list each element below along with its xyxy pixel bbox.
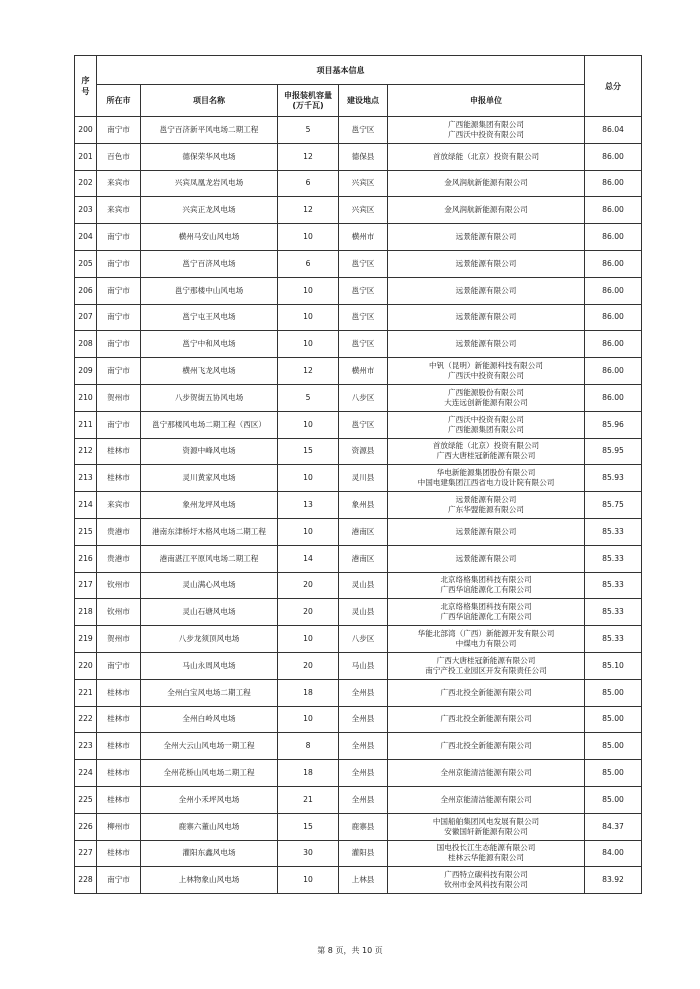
cell-capacity: 5 (278, 384, 339, 411)
cell-project-name: 鹿寨六董山风电场 (141, 813, 278, 840)
cell-city: 南宁市 (97, 652, 141, 679)
applicant-unit: 广西能源集团有限公司 (448, 424, 524, 434)
cell-project-name: 兴宾凤凰龙岩风电场 (141, 170, 278, 197)
table-row (75, 706, 642, 733)
cell-serial-number: 224 (75, 760, 97, 787)
cell-applicant (388, 813, 585, 840)
applicant-unit: 安徽国轩新能源有限公司 (444, 826, 528, 836)
cell-serial-number: 220 (75, 652, 97, 679)
cell-total-score: 86.00 (585, 384, 642, 411)
cell-applicant (388, 250, 585, 277)
cell-city: 南宁市 (97, 867, 141, 894)
table-row (75, 813, 642, 840)
cell-capacity: 18 (278, 760, 339, 787)
cell-serial-number: 225 (75, 786, 97, 813)
cell-serial-number: 217 (75, 572, 97, 599)
applicant-unit: 远景能源有限公司 (455, 526, 517, 536)
header-project-name: 项目名称 (141, 85, 278, 117)
table-row (75, 197, 642, 224)
table-row (75, 599, 642, 626)
cell-serial-number: 204 (75, 224, 97, 251)
applicant-unit: 国电投长江生态能源有限公司 (436, 843, 536, 853)
applicant-unit: 远景能源有限公司 (455, 553, 517, 563)
cell-city: 南宁市 (97, 117, 141, 144)
table-row (75, 117, 642, 144)
cell-city: 钦州市 (97, 572, 141, 599)
applicant-unit: 远景能源有限公司 (455, 495, 517, 505)
applicant-unit: 广西大唐桂冠新能源有限公司 (436, 655, 536, 665)
cell-applicant (388, 572, 585, 599)
cell-applicant (388, 626, 585, 653)
cell-applicant (388, 197, 585, 224)
cell-capacity: 6 (278, 170, 339, 197)
cell-total-score: 86.00 (585, 250, 642, 277)
cell-serial-number: 228 (75, 867, 97, 894)
cell-city: 钦州市 (97, 599, 141, 626)
cell-total-score: 85.95 (585, 438, 642, 465)
cell-capacity: 10 (278, 518, 339, 545)
applicant-unit: 华能北部湾（广西）新能源开发有限公司 (417, 629, 555, 639)
cell-capacity: 10 (278, 224, 339, 251)
cell-serial-number: 200 (75, 117, 97, 144)
cell-capacity: 6 (278, 250, 339, 277)
cell-capacity: 10 (278, 331, 339, 358)
applicant-unit: 广西北投全新能源有限公司 (440, 714, 532, 724)
cell-project-name: 马山永周风电场 (141, 652, 278, 679)
cell-location: 马山县 (339, 652, 388, 679)
table-row (75, 867, 642, 894)
cell-project-name: 八步龙须顶风电场 (141, 626, 278, 653)
cell-capacity: 20 (278, 572, 339, 599)
cell-total-score: 86.00 (585, 277, 642, 304)
table-row (75, 652, 642, 679)
cell-total-score: 85.33 (585, 572, 642, 599)
applicant-unit: 远景能源有限公司 (455, 339, 517, 349)
cell-capacity: 10 (278, 465, 339, 492)
applicant-unit: 中国电建集团江西省电力设计院有限公司 (417, 478, 555, 488)
applicant-unit: 中煤电力有限公司 (455, 639, 517, 649)
cell-serial-number: 219 (75, 626, 97, 653)
table-row (75, 679, 642, 706)
cell-applicant (388, 117, 585, 144)
cell-serial-number: 201 (75, 143, 97, 170)
cell-city: 桂林市 (97, 465, 141, 492)
cell-serial-number: 222 (75, 706, 97, 733)
serial-label-bottom: 号 (81, 87, 90, 96)
cell-total-score: 85.10 (585, 652, 642, 679)
cell-total-score: 86.00 (585, 197, 642, 224)
cell-location: 邕宁区 (339, 331, 388, 358)
cell-applicant (388, 143, 585, 170)
cell-applicant (388, 545, 585, 572)
cell-project-name: 灵山满心风电场 (141, 572, 278, 599)
header-city: 所在市 (97, 85, 141, 117)
cell-serial-number: 215 (75, 518, 97, 545)
cell-applicant (388, 384, 585, 411)
cell-location: 邕宁区 (339, 304, 388, 331)
cell-location: 八步区 (339, 626, 388, 653)
cell-location: 德保县 (339, 143, 388, 170)
cell-capacity: 10 (278, 411, 339, 438)
cell-applicant (388, 411, 585, 438)
applicant-unit: 广西沃中投资有限公司 (448, 414, 524, 424)
cell-project-name: 横州马安山风电场 (141, 224, 278, 251)
cell-city: 桂林市 (97, 786, 141, 813)
serial-label-top: 序 (81, 76, 90, 85)
cell-city: 柳州市 (97, 813, 141, 840)
cell-project-name: 灌阳东鑫风电场 (141, 840, 278, 867)
cell-city: 来宾市 (97, 197, 141, 224)
table-row (75, 492, 642, 519)
cell-city: 桂林市 (97, 438, 141, 465)
applicant-unit: 远景能源有限公司 (455, 258, 517, 268)
cell-project-name: 邕宁那楼风电场二期工程（西区） (141, 411, 278, 438)
cell-location: 灵山县 (339, 599, 388, 626)
cell-total-score: 85.75 (585, 492, 642, 519)
cell-total-score: 86.00 (585, 358, 642, 385)
cell-capacity: 15 (278, 438, 339, 465)
cell-project-name: 灵山石塘风电场 (141, 599, 278, 626)
cell-total-score: 86.04 (585, 117, 642, 144)
table-row (75, 358, 642, 385)
cell-project-name: 港南湛江平原风电场二期工程 (141, 545, 278, 572)
cell-applicant (388, 760, 585, 787)
applicant-unit: 广西大唐桂冠新能源有限公司 (436, 451, 536, 461)
cell-project-name: 资源中峰风电场 (141, 438, 278, 465)
cell-serial-number: 216 (75, 545, 97, 572)
applicant-unit: 北京络格集团科技有限公司 (440, 575, 532, 585)
cell-city: 南宁市 (97, 411, 141, 438)
cell-location: 资源县 (339, 438, 388, 465)
cell-total-score: 84.00 (585, 840, 642, 867)
cell-applicant (388, 652, 585, 679)
header-project-info: 项目基本信息 (97, 56, 585, 85)
applicant-unit: 中国船舶集团风电发展有限公司 (432, 816, 540, 826)
cell-applicant (388, 170, 585, 197)
cell-project-name: 邕宁那楼中山风电场 (141, 277, 278, 304)
cell-project-name: 全州白宝风电场二期工程 (141, 679, 278, 706)
applicant-unit: 广西沃中投资有限公司 (448, 371, 524, 381)
cell-total-score: 86.00 (585, 143, 642, 170)
cell-serial-number: 211 (75, 411, 97, 438)
applicant-unit: 金风润航新能源有限公司 (444, 205, 528, 215)
cell-applicant (388, 867, 585, 894)
table-row (75, 840, 642, 867)
applicant-unit: 北京络格集团科技有限公司 (440, 602, 532, 612)
table-row (75, 545, 642, 572)
cell-location: 鹿寨县 (339, 813, 388, 840)
cell-applicant (388, 224, 585, 251)
applicant-unit: 广西华谊能源化工有限公司 (440, 612, 532, 622)
applicant-unit: 广西华谊能源化工有限公司 (440, 585, 532, 595)
header-location: 建设地点 (339, 85, 388, 117)
cell-serial-number: 227 (75, 840, 97, 867)
table-row (75, 250, 642, 277)
cell-capacity: 21 (278, 786, 339, 813)
cell-project-name: 邕宁百济风电场 (141, 250, 278, 277)
cell-applicant (388, 304, 585, 331)
cell-applicant (388, 786, 585, 813)
cell-location: 邕宁区 (339, 277, 388, 304)
cell-capacity: 13 (278, 492, 339, 519)
applicant-unit: 全州京能清洁能源有限公司 (440, 768, 532, 778)
cell-applicant (388, 331, 585, 358)
cell-project-name: 全州大云山风电场一期工程 (141, 733, 278, 760)
cell-capacity: 10 (278, 706, 339, 733)
cell-location: 邕宁区 (339, 250, 388, 277)
page-footer: 第 8 页，共 10 页 (317, 946, 383, 955)
cell-location: 横州市 (339, 224, 388, 251)
cell-total-score: 85.96 (585, 411, 642, 438)
cell-location: 全州县 (339, 679, 388, 706)
cell-capacity: 5 (278, 117, 339, 144)
cell-capacity: 20 (278, 652, 339, 679)
applicant-unit: 广西特立碳科技有限公司 (444, 870, 528, 880)
cell-serial-number: 210 (75, 384, 97, 411)
cell-city: 桂林市 (97, 760, 141, 787)
table-row (75, 224, 642, 251)
cell-location: 港南区 (339, 545, 388, 572)
applicant-unit: 全州京能清洁能源有限公司 (440, 794, 532, 804)
cell-city: 来宾市 (97, 170, 141, 197)
applicant-unit: 远景能源有限公司 (455, 285, 517, 295)
cell-applicant (388, 438, 585, 465)
cell-location: 上林县 (339, 867, 388, 894)
applicant-unit: 广西能源股份有限公司 (448, 387, 524, 397)
cell-city: 贵港市 (97, 518, 141, 545)
cell-location: 全州县 (339, 760, 388, 787)
table-row (75, 572, 642, 599)
cell-serial-number: 206 (75, 277, 97, 304)
applicant-unit: 远景能源有限公司 (455, 232, 517, 242)
cell-capacity: 10 (278, 304, 339, 331)
cell-capacity: 12 (278, 358, 339, 385)
cell-applicant (388, 840, 585, 867)
header-capacity: 申报装机容量 (万千瓦) (278, 85, 339, 117)
cell-location: 港南区 (339, 518, 388, 545)
cell-total-score: 85.00 (585, 679, 642, 706)
applicant-unit: 首放绿能（北京）投资有限公司 (432, 151, 540, 161)
applicant-unit: 远景能源有限公司 (455, 312, 517, 322)
table-row (75, 384, 642, 411)
header-total-score: 总分 (585, 56, 642, 117)
applicant-unit: 桂林云华能源有限公司 (448, 853, 524, 863)
cell-city: 南宁市 (97, 250, 141, 277)
cell-total-score: 86.00 (585, 224, 642, 251)
cell-city: 桂林市 (97, 733, 141, 760)
applicant-unit: 金风润航新能源有限公司 (444, 178, 528, 188)
cell-location: 邕宁区 (339, 411, 388, 438)
table-row (75, 465, 642, 492)
cell-serial-number: 226 (75, 813, 97, 840)
cell-serial-number: 218 (75, 599, 97, 626)
cell-applicant (388, 277, 585, 304)
cell-capacity: 12 (278, 197, 339, 224)
cell-capacity: 10 (278, 277, 339, 304)
cell-project-name: 兴宾正龙风电场 (141, 197, 278, 224)
cell-total-score: 85.33 (585, 599, 642, 626)
cell-project-name: 全州花桥山风电场二期工程 (141, 760, 278, 787)
cell-city: 南宁市 (97, 331, 141, 358)
applicant-unit: 广西北投全新能源有限公司 (440, 687, 532, 697)
cell-location: 全州县 (339, 706, 388, 733)
cell-total-score: 83.92 (585, 867, 642, 894)
cell-project-name: 全州白岭风电场 (141, 706, 278, 733)
table-row (75, 733, 642, 760)
cell-location: 全州县 (339, 733, 388, 760)
cell-location: 八步区 (339, 384, 388, 411)
cell-serial-number: 213 (75, 465, 97, 492)
cell-serial-number: 207 (75, 304, 97, 331)
cell-capacity: 10 (278, 626, 339, 653)
cell-total-score: 85.93 (585, 465, 642, 492)
cell-serial-number: 208 (75, 331, 97, 358)
table-row (75, 143, 642, 170)
table-row (75, 304, 642, 331)
cell-serial-number: 223 (75, 733, 97, 760)
cell-project-name: 八步贺街五协风电场 (141, 384, 278, 411)
cell-project-name: 港南东津桥圩木格风电场二期工程 (141, 518, 278, 545)
cell-total-score: 85.00 (585, 733, 642, 760)
table-row (75, 277, 642, 304)
cell-location: 横州市 (339, 358, 388, 385)
applicant-unit: 大连远创新能源有限公司 (444, 397, 528, 407)
cell-city: 桂林市 (97, 706, 141, 733)
cell-serial-number: 214 (75, 492, 97, 519)
cell-project-name: 全州小禾坪风电场 (141, 786, 278, 813)
applicant-unit: 广东华盟能源有限公司 (448, 505, 524, 515)
cell-location: 灌阳县 (339, 840, 388, 867)
applicant-unit: 中钒（昆明）新能源科技有限公司 (429, 361, 543, 371)
cell-project-name: 灵川黄家风电场 (141, 465, 278, 492)
cell-city: 南宁市 (97, 304, 141, 331)
cell-total-score: 85.00 (585, 760, 642, 787)
cell-project-name: 德保荣华风电场 (141, 143, 278, 170)
cell-total-score: 86.00 (585, 304, 642, 331)
cell-location: 象州县 (339, 492, 388, 519)
cell-capacity: 8 (278, 733, 339, 760)
projects-table (74, 55, 642, 894)
table-row (75, 786, 642, 813)
cell-city: 南宁市 (97, 358, 141, 385)
cell-applicant (388, 679, 585, 706)
cell-location: 灵山县 (339, 572, 388, 599)
cell-city: 贵港市 (97, 545, 141, 572)
cell-serial-number: 221 (75, 679, 97, 706)
cell-applicant (388, 733, 585, 760)
cell-city: 桂林市 (97, 679, 141, 706)
cell-applicant (388, 465, 585, 492)
cell-location: 兴宾区 (339, 170, 388, 197)
cell-city: 来宾市 (97, 492, 141, 519)
cell-applicant (388, 518, 585, 545)
cell-applicant (388, 358, 585, 385)
cell-location: 全州县 (339, 786, 388, 813)
cell-capacity: 15 (278, 813, 339, 840)
cell-applicant (388, 599, 585, 626)
cell-total-score: 86.00 (585, 331, 642, 358)
cell-serial-number: 203 (75, 197, 97, 224)
cell-total-score: 85.00 (585, 706, 642, 733)
cell-total-score: 85.33 (585, 518, 642, 545)
cell-total-score: 85.33 (585, 545, 642, 572)
cell-capacity: 18 (278, 679, 339, 706)
header-applicant: 申报单位 (388, 85, 585, 117)
cell-city: 百色市 (97, 143, 141, 170)
cell-capacity: 12 (278, 143, 339, 170)
cell-total-score: 84.37 (585, 813, 642, 840)
cell-location: 邕宁区 (339, 117, 388, 144)
cell-city: 贺州市 (97, 384, 141, 411)
cell-capacity: 30 (278, 840, 339, 867)
applicant-unit: 南宁产投工业园区开发有限责任公司 (425, 665, 547, 675)
cell-city: 贺州市 (97, 626, 141, 653)
cell-city: 南宁市 (97, 224, 141, 251)
applicant-unit: 广西沃中投资有限公司 (448, 129, 524, 139)
table-row (75, 626, 642, 653)
cell-applicant (388, 706, 585, 733)
cell-city: 南宁市 (97, 277, 141, 304)
cell-serial-number: 205 (75, 250, 97, 277)
table-row (75, 438, 642, 465)
cell-serial-number: 202 (75, 170, 97, 197)
cell-serial-number: 209 (75, 358, 97, 385)
cell-project-name: 邕宁百济新平风电场二期工程 (141, 117, 278, 144)
cell-project-name: 横州飞龙风电场 (141, 358, 278, 385)
table-row (75, 170, 642, 197)
cell-project-name: 邕宁屯王风电场 (141, 304, 278, 331)
table-row (75, 760, 642, 787)
cell-city: 桂林市 (97, 840, 141, 867)
header-serial-number (75, 56, 97, 117)
cell-capacity: 10 (278, 867, 339, 894)
cell-total-score: 86.00 (585, 170, 642, 197)
cell-total-score: 85.33 (585, 626, 642, 653)
applicant-unit: 广西能源集团有限公司 (448, 119, 524, 129)
cell-capacity: 20 (278, 599, 339, 626)
cell-location: 兴宾区 (339, 197, 388, 224)
cell-applicant (388, 492, 585, 519)
cell-serial-number: 212 (75, 438, 97, 465)
cell-project-name: 象州龙坪风电场 (141, 492, 278, 519)
table-row (75, 518, 642, 545)
applicant-unit: 华电新能源集团股份有限公司 (436, 468, 536, 478)
applicant-unit: 广西北投全新能源有限公司 (440, 741, 532, 751)
cell-capacity: 14 (278, 545, 339, 572)
table-row (75, 331, 642, 358)
cell-total-score: 85.00 (585, 786, 642, 813)
cell-project-name: 上林物象山风电场 (141, 867, 278, 894)
applicant-unit: 首放绿能（北京）投资有限公司 (432, 441, 540, 451)
table-row (75, 411, 642, 438)
cell-location: 灵川县 (339, 465, 388, 492)
cell-project-name: 邕宁中和风电场 (141, 331, 278, 358)
applicant-unit: 钦州市金风科技有限公司 (444, 880, 528, 890)
